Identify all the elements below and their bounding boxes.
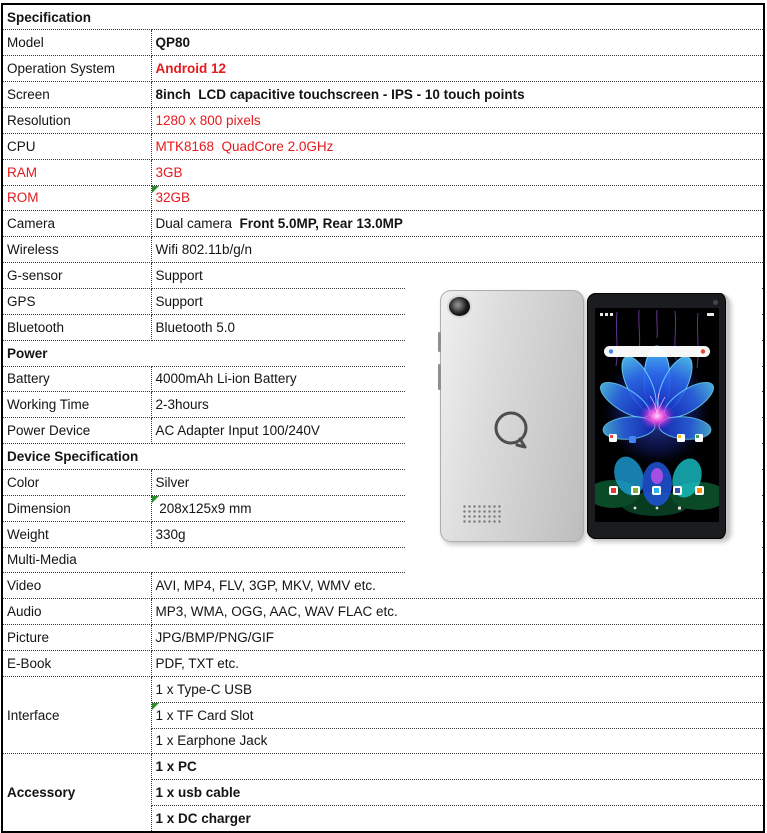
row-value-gsensor: Support (151, 263, 764, 289)
row-value-screen: 8inch LCD capacitive touchscreen - IPS - 10 touch points (151, 82, 764, 108)
row-value-weight: 330g (151, 521, 764, 547)
row-label-wireless: Wireless (2, 237, 151, 263)
power-button (438, 332, 441, 352)
section-title-multimedia: Multi-Media (2, 547, 764, 573)
table-row (2, 82, 764, 108)
table-row (2, 625, 764, 651)
table-row (2, 56, 764, 82)
table-row (2, 676, 764, 702)
row-label-picture: Picture (2, 625, 151, 651)
row-label-color: Color (2, 469, 151, 495)
row-value-rom (151, 185, 764, 211)
speaker-grille-icon (462, 504, 502, 525)
row-label-dimension: Dimension (2, 495, 151, 521)
section-title-device: Device Specification (2, 444, 764, 470)
row-value-video: AVI, MP4, FLV, 3GP, MKV, WMV etc. (151, 573, 764, 599)
row-label-resolution: Resolution (2, 107, 151, 133)
row-value-power-device: AC Adapter Input 100/240V (151, 418, 764, 444)
comment-marker-icon (152, 496, 159, 503)
row-label-interface: Interface (2, 676, 151, 754)
row-value-model: QP80 (151, 30, 764, 56)
row-value-interface-3: 1 x Earphone Jack (151, 728, 764, 754)
row-label-video: Video (2, 573, 151, 599)
table-row (2, 754, 764, 780)
section-row-specification (2, 4, 764, 30)
row-value-accessory-2: 1 x usb cable (151, 780, 764, 806)
tablet-screen-wallpaper (595, 308, 719, 522)
row-label-bluetooth: Bluetooth (2, 314, 151, 340)
section-title: Specification (2, 4, 764, 30)
table-row (2, 599, 764, 625)
row-label-gps: GPS (2, 288, 151, 314)
row-label-os: Operation System (2, 56, 151, 82)
row-value-bluetooth: Bluetooth 5.0 (151, 314, 764, 340)
row-label-working-time: Working Time (2, 392, 151, 418)
table-row (2, 107, 764, 133)
row-label-ebook: E-Book (2, 650, 151, 676)
row-value-camera (151, 211, 764, 237)
row-label-audio: Audio (2, 599, 151, 625)
table-row (2, 237, 764, 263)
row-value-ebook: PDF, TXT etc. (151, 650, 764, 676)
q-logo-icon (490, 408, 534, 456)
row-value-picture: JPG/BMP/PNG/GIF (151, 625, 764, 651)
row-value-os: Android 12 (151, 56, 764, 82)
row-value-working-time: 2-3hours (151, 392, 764, 418)
camera-value-bold: Front 5.0MP, Rear 13.0MP (239, 216, 403, 232)
row-label-gsensor: G-sensor (2, 263, 151, 289)
front-camera-icon (713, 300, 718, 305)
row-label-weight: Weight (2, 521, 151, 547)
row-label-accessory: Accessory (2, 754, 151, 832)
row-label-power-device: Power Device (2, 418, 151, 444)
section-title-power: Power (2, 340, 764, 366)
row-label-battery: Battery (2, 366, 151, 392)
rom-value-text: 32GB (155, 190, 191, 206)
row-label-camera: Camera (2, 211, 151, 237)
row-value-battery: 4000mAh Li-ion Battery (151, 366, 764, 392)
table-row (2, 133, 764, 159)
row-value-cpu: MTK8168 QuadCore 2.0GHz (151, 133, 764, 159)
tablet-front-view (587, 293, 729, 539)
rear-camera-icon (449, 297, 470, 316)
table-row (2, 30, 764, 56)
dimension-value-text: 208x125x9 mm (155, 500, 252, 516)
row-value-ram: 3GB (151, 159, 764, 185)
row-value-wireless: Wifi 802.11b/g/n (151, 237, 764, 263)
row-label-model: Model (2, 30, 151, 56)
table-row (2, 185, 764, 211)
row-value-interface-1: 1 x Type-C USB (151, 676, 764, 702)
row-value-interface-2 (151, 702, 764, 728)
row-value-gps: Support (151, 288, 764, 314)
camera-value-plain: Dual camera (155, 216, 240, 232)
row-value-resolution: 1280 x 800 pixels (151, 107, 764, 133)
table-row (2, 159, 764, 185)
table-row (2, 211, 764, 237)
product-photo (406, 277, 762, 592)
row-value-accessory-1: 1 x PC (151, 754, 764, 780)
row-value-accessory-3: 1 x DC charger (151, 806, 764, 832)
comment-marker-icon (152, 703, 159, 710)
table-row (2, 650, 764, 676)
row-value-audio: MP3, WMA, OGG, AAC, WAV FLAC etc. (151, 599, 764, 625)
row-label-screen: Screen (2, 82, 151, 108)
row-label-cpu: CPU (2, 133, 151, 159)
volume-button (438, 364, 441, 390)
row-value-color: Silver (151, 469, 764, 495)
tablet-back-view (440, 290, 584, 542)
interface-value-text: 1 x TF Card Slot (155, 707, 254, 723)
comment-marker-icon (152, 186, 159, 193)
row-label-rom: ROM (2, 185, 151, 211)
row-label-ram: RAM (2, 159, 151, 185)
